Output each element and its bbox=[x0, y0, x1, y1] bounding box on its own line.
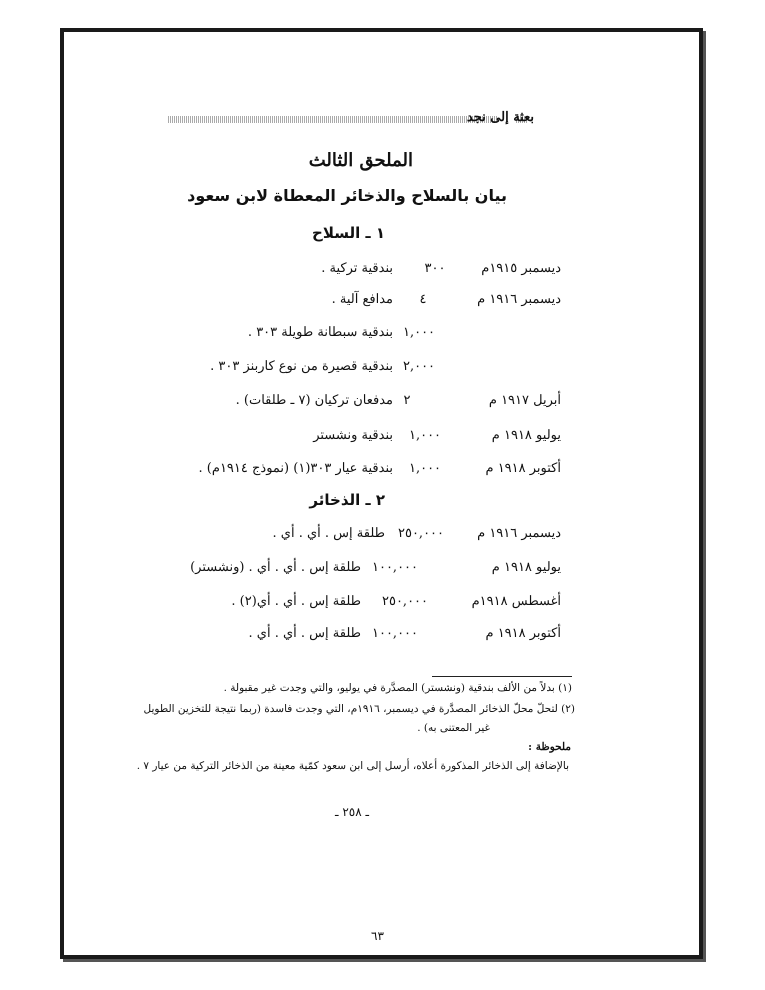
weapon-desc: بندقية عيار ٣٠٣(١) (نموذج ١٩١٤م) . bbox=[198, 461, 393, 476]
weapon-desc: بندقية قصيرة من نوع كاربنز ٣٠٣ . bbox=[210, 359, 393, 374]
weapon-qty: ١,٠٠٠ bbox=[402, 325, 436, 340]
running-header bbox=[168, 112, 576, 128]
weapon-date: أكتوبر ١٩١٨ م bbox=[485, 461, 561, 476]
footnote: (١) بدلاً من الألف بندقية (ونشستر) المصدَّرة في يوليو، والتي وجدت غير مقبولة . bbox=[223, 682, 572, 694]
ammo-desc: طلقة إس . أي . أي . (ونشستر) bbox=[190, 560, 361, 575]
ammo-qty: ٢٥٠,٠٠٠ bbox=[397, 526, 445, 541]
ammo-qty: ١٠٠,٠٠٠ bbox=[371, 560, 419, 575]
note-text: بالإضافة إلى الذخائر المذكورة أعلاه، أرسل إلى ابن سعود كمّية معينة من الذخائر التركية من عيار ٧ . bbox=[136, 760, 569, 772]
main-title: بيان بالسلاح والذخائر المعطاة لابن سعود bbox=[187, 186, 507, 205]
weapon-date: أبريل ١٩١٧ م bbox=[488, 393, 561, 408]
ammo-date: ديسمبر ١٩١٦ م bbox=[477, 526, 561, 541]
ammo-date: أغسطس ١٩١٨م bbox=[471, 594, 561, 609]
ammo-date: يوليو ١٩١٨ م bbox=[491, 560, 561, 575]
weapon-desc: مدفعان تركيان (٧ ـ طلقات) . bbox=[235, 393, 393, 408]
weapon-date: ديسمبر ١٩١٥م bbox=[481, 261, 561, 276]
ammo-desc: طلقة إس . أي . أي(٢) . bbox=[231, 594, 361, 609]
ammo-desc: طلقة إس . أي . أي . bbox=[272, 526, 385, 541]
weapon-desc: مدافع آلية . bbox=[331, 292, 393, 307]
book-page-number: ـ ٢٥٨ ـ bbox=[335, 805, 370, 819]
footnote: غير المعتنى به) . bbox=[417, 722, 490, 734]
weapon-desc: بندقية تركية . bbox=[321, 261, 393, 276]
appendix-title: الملحق الثالث bbox=[308, 150, 413, 171]
weapon-date: يوليو ١٩١٨ م bbox=[491, 428, 561, 443]
weapon-qty: ٢,٠٠٠ bbox=[402, 359, 436, 374]
weapon-qty: ١,٠٠٠ bbox=[408, 428, 442, 443]
weapon-qty: ٣٠٠ bbox=[424, 261, 446, 276]
section-title-weapons: ١ ـ السلاح bbox=[312, 224, 385, 242]
ammo-desc: طلقة إس . أي . أي . bbox=[248, 626, 361, 641]
ammo-qty: ١٠٠,٠٠٠ bbox=[371, 626, 419, 641]
footnote: (٢) لتحلّ محلّ الذخائر المصدَّرة في ديسمبر، ١٩١٦م، التي وجدت فاسدة (ربما نتيجة للتخزين الطويل bbox=[143, 703, 575, 715]
running-title: بعثة إلى نجد bbox=[466, 110, 534, 125]
scan-page-number: ٦٣ bbox=[371, 929, 384, 943]
ammo-date: أكتوبر ١٩١٨ م bbox=[485, 626, 561, 641]
ammo-qty: ٢٥٠,٠٠٠ bbox=[381, 594, 429, 609]
note-label: ملحوظة : bbox=[528, 741, 571, 753]
header-rule bbox=[168, 116, 498, 123]
weapon-desc: بندقية سبطانة طويلة ٣٠٣ . bbox=[247, 325, 393, 340]
weapon-qty: ٤ bbox=[419, 292, 427, 307]
weapon-desc: بندقية ونشستر bbox=[313, 428, 393, 443]
weapon-qty: ١,٠٠٠ bbox=[408, 461, 442, 476]
section-title-ammo: ٢ ـ الذخائر bbox=[309, 491, 385, 509]
weapon-qty: ٢ bbox=[403, 393, 411, 408]
footnote-separator bbox=[432, 676, 572, 677]
weapon-date: ديسمبر ١٩١٦ م bbox=[477, 292, 561, 307]
